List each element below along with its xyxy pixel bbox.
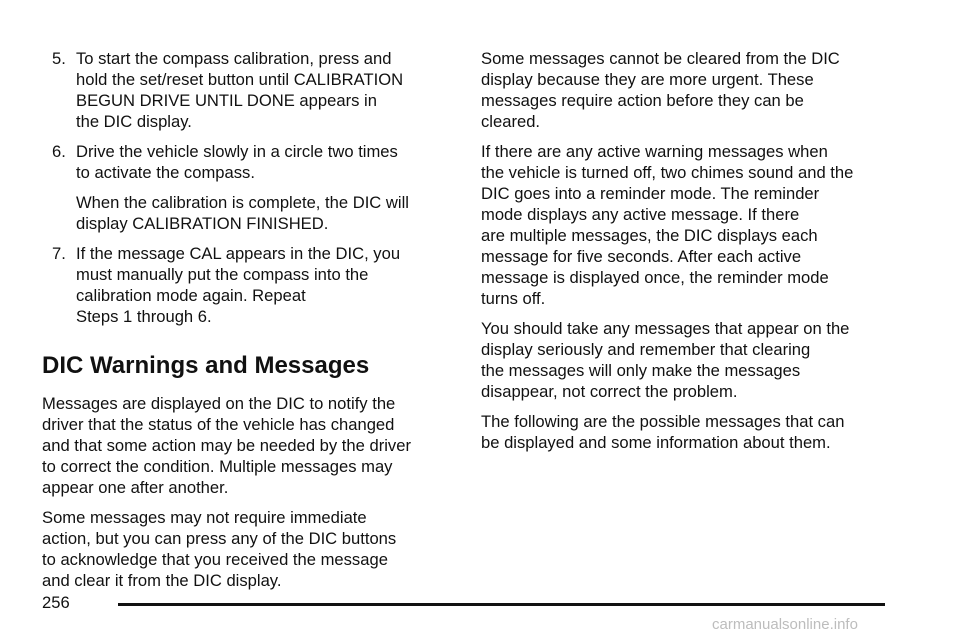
- step-text-line: the DIC display.: [76, 112, 192, 131]
- step-text-line: Drive the vehicle slowly in a circle two times: [76, 142, 398, 161]
- paragraph-line: DIC goes into a reminder mode. The reminder: [481, 184, 820, 203]
- paragraph: [481, 141, 891, 309]
- step-7: [42, 243, 452, 327]
- paragraph-line: action, but you can press any of the DIC buttons: [42, 529, 397, 548]
- step-text-line: calibration mode again. Repeat: [76, 286, 306, 305]
- step-number: 5.: [52, 49, 66, 68]
- paragraph-line: message is displayed once, the reminder mode: [481, 268, 829, 287]
- paragraph-line: and that some action may be needed by the driver: [42, 436, 411, 455]
- step-text-line: hold the set/reset button until CALIBRATION: [76, 70, 404, 89]
- paragraph-line: to correct the condition. Multiple messages may: [42, 457, 393, 476]
- paragraph-line: mode displays any active message. If there: [481, 205, 800, 224]
- paragraph-line: Some messages may not require immediate: [42, 508, 367, 527]
- page-number: 256: [42, 593, 70, 612]
- paragraph-line: disappear, not correct the problem.: [481, 382, 738, 401]
- paragraph-line: You should take any messages that appear on the: [481, 319, 850, 338]
- section-heading: DIC Warnings and Messages: [42, 352, 370, 379]
- paragraph-line: message for five seconds. After each active: [481, 247, 802, 266]
- paragraph: [481, 411, 891, 453]
- step-text-line: If the message CAL appears in the DIC, you: [76, 244, 401, 263]
- step-text-line: To start the compass calibration, press and: [76, 49, 392, 68]
- paragraph-line: the vehicle is turned off, two chimes sound and the: [481, 163, 854, 182]
- paragraph-line: Some messages cannot be cleared from the DIC: [481, 49, 840, 68]
- paragraph-line: appear one after another.: [42, 478, 229, 497]
- step-text-line: must manually put the compass into the: [76, 265, 369, 284]
- paragraph: [481, 318, 891, 402]
- step-number: 7.: [52, 244, 66, 263]
- paragraph-line: turns off.: [481, 289, 546, 308]
- note-line: display CALIBRATION FINISHED.: [76, 214, 329, 233]
- step-text-line: to activate the compass.: [76, 163, 255, 182]
- paragraph: [42, 393, 452, 498]
- paragraph-line: display because they are more urgent. These: [481, 70, 814, 89]
- paragraph-line: are multiple messages, the DIC displays each: [481, 226, 818, 245]
- left-column: [42, 48, 452, 600]
- paragraph-line: If there are any active warning messages when: [481, 142, 828, 161]
- paragraph-line: to acknowledge that you received the message: [42, 550, 388, 569]
- note-line: When the calibration is complete, the DIC will: [76, 193, 409, 212]
- paragraph-line: the messages will only make the messages: [481, 361, 801, 380]
- watermark: carmanualsonline.info: [712, 616, 858, 633]
- paragraph-line: The following are the possible messages that can: [481, 412, 845, 431]
- paragraph-line: display seriously and remember that clearing: [481, 340, 811, 359]
- step-text-line: Steps 1 through 6.: [76, 307, 212, 326]
- step-number: 6.: [52, 142, 66, 161]
- footer-rule: [118, 603, 885, 606]
- calibration-note: [42, 192, 452, 234]
- paragraph-line: Messages are displayed on the DIC to notify the: [42, 394, 396, 413]
- paragraph-line: driver that the status of the vehicle has changed: [42, 415, 395, 434]
- step-5: [42, 48, 452, 132]
- paragraph: [481, 48, 891, 132]
- paragraph: [42, 507, 452, 591]
- step-text-line: BEGUN DRIVE UNTIL DONE appears in: [76, 91, 377, 110]
- right-column: [481, 48, 891, 462]
- paragraph-line: messages require action before they can be: [481, 91, 804, 110]
- paragraph-line: be displayed and some information about them.: [481, 433, 831, 452]
- step-6: [42, 141, 452, 183]
- paragraph-line: cleared.: [481, 112, 541, 131]
- paragraph-line: and clear it from the DIC display.: [42, 571, 282, 590]
